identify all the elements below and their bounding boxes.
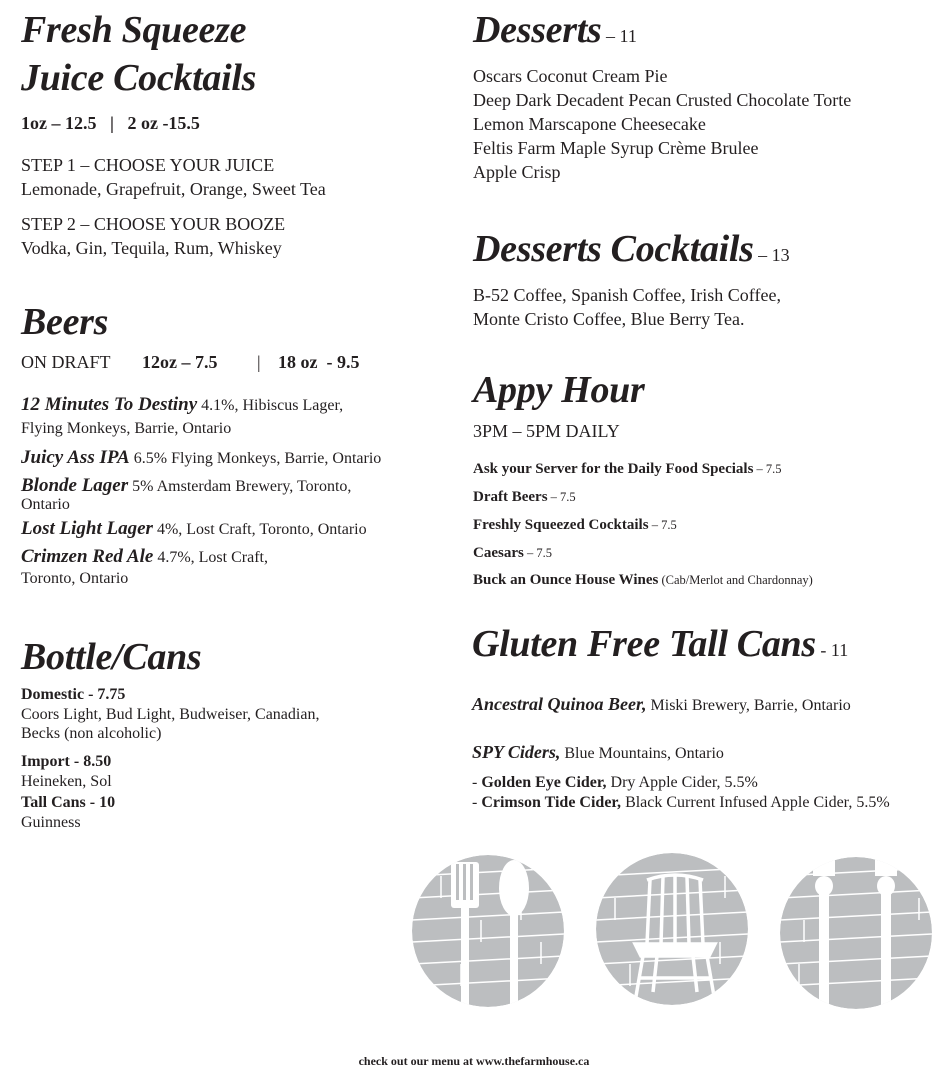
beer-desc: 4%, Lost Craft, Toronto, Ontario xyxy=(152,521,367,538)
juice-section xyxy=(21,6,256,102)
domestic-list-cont: Becks (non alcoholic) xyxy=(21,725,162,742)
bottles-title: Bottle/Cans xyxy=(21,636,202,678)
beer-name: Juicy Ass IPA xyxy=(21,447,130,468)
domestic-heading: Domestic - 7.75 xyxy=(21,686,126,703)
spy-ciders xyxy=(472,742,724,764)
beers-title: Beers xyxy=(21,301,109,343)
draft-price-18oz: 18 oz - 9.5 xyxy=(278,352,360,372)
appy-title: Appy Hour xyxy=(473,369,645,411)
dessert-item: Lemon Marscapone Cheesecake xyxy=(473,114,706,134)
dessert-item: Feltis Farm Maple Syrup Crème Brulee xyxy=(473,138,759,158)
quinoa-beer xyxy=(472,694,851,716)
appy-item-price: – 7.5 xyxy=(547,490,576,504)
import-heading: Import - 8.50 xyxy=(21,753,112,770)
cider-item xyxy=(472,793,890,813)
cider-prefix: - xyxy=(472,774,482,791)
beer-desc-cont: Ontario xyxy=(21,496,70,513)
dessert-cocktails-title: Desserts Cocktails xyxy=(473,228,754,270)
desserts-price: – 11 xyxy=(601,26,637,46)
dessert-item: Apple Crisp xyxy=(473,162,561,182)
spy-ciders-desc: Blue Mountains, Ontario xyxy=(560,745,724,762)
domestic-list: Coors Light, Bud Light, Budweiser, Canadian, xyxy=(21,706,320,723)
beer-name: Crimzen Red Ale xyxy=(21,546,154,567)
gluten-free-price: - 11 xyxy=(815,640,849,660)
beer-desc: 4.1%, Hibiscus Lager, xyxy=(197,397,344,414)
appy-item xyxy=(473,488,576,506)
appy-item-price: – 7.5 xyxy=(753,462,782,476)
beer-item xyxy=(21,546,268,568)
import-list: Heineken, Sol xyxy=(21,773,112,790)
draft-separator: | xyxy=(257,352,261,372)
appy-item-price: – 7.5 xyxy=(648,518,677,532)
appy-item-price: (Cab/Merlot and Chardonnay) xyxy=(658,573,813,587)
dessert-cocktails-price: – 13 xyxy=(753,245,790,265)
beer-item xyxy=(21,518,367,540)
appy-hours: 3PM – 5PM DAILY xyxy=(473,421,620,441)
appy-item-name: Draft Beers xyxy=(473,489,548,505)
beer-item xyxy=(21,447,381,469)
juice-title-line2: Juice Cocktails xyxy=(21,57,257,99)
juice-step2-heading: STEP 2 – CHOOSE YOUR BOOZE xyxy=(21,214,286,234)
chair-circle-graphic xyxy=(595,852,749,1006)
beer-name: Blonde Lager xyxy=(21,475,129,496)
juice-pricing: 1oz – 12.5 | 2 oz -15.5 xyxy=(21,113,200,133)
beer-name: 12 Minutes To Destiny xyxy=(21,394,198,415)
quinoa-beer-name: Ancestral Quinoa Beer, xyxy=(472,694,647,714)
footer-website: check out our menu at www.thefarmhouse.ca xyxy=(358,1054,590,1068)
beer-desc: 6.5% Flying Monkeys, Barrie, Ontario xyxy=(129,450,382,467)
desserts-heading xyxy=(473,6,637,60)
appy-item-name: Ask your Server for the Daily Food Specials xyxy=(473,461,754,477)
appy-item xyxy=(473,544,552,562)
appy-item xyxy=(473,516,677,534)
draft-label: ON DRAFT xyxy=(21,352,111,372)
juice-step2-options: Vodka, Gin, Tequila, Rum, Whiskey xyxy=(21,238,282,258)
beer-desc: 4.7%, Lost Craft, xyxy=(153,549,268,566)
cider-item xyxy=(472,773,758,793)
beer-name: Lost Light Lager xyxy=(21,518,153,539)
appy-item xyxy=(473,571,813,589)
appy-item-name: Buck an Ounce House Wines xyxy=(473,572,659,588)
cider-prefix: - xyxy=(472,794,482,811)
beer-item xyxy=(21,394,343,416)
beer-item xyxy=(21,475,351,497)
juice-step1-options: Lemonade, Grapefruit, Orange, Sweet Tea xyxy=(21,179,326,199)
gluten-free-heading xyxy=(472,620,848,674)
appy-item xyxy=(473,460,782,478)
draft-price-12oz: 12oz – 7.5 xyxy=(142,352,218,372)
gluten-free-title: Gluten Free Tall Cans xyxy=(472,623,816,665)
dessert-cocktails-list-cont: Monte Cristo Coffee, Blue Berry Tea. xyxy=(473,309,745,329)
appy-item-name: Caesars xyxy=(473,545,524,561)
juice-title-line1: Fresh Squeeze xyxy=(21,9,247,51)
table-legs-circle-graphic xyxy=(779,856,933,1010)
cider-desc: Dry Apple Cider, 5.5% xyxy=(606,774,758,791)
cider-name: Crimson Tide Cider, xyxy=(481,794,622,811)
dessert-cocktails-heading xyxy=(473,225,790,279)
tallcans-list: Guinness xyxy=(21,814,81,831)
quinoa-beer-desc: Miski Brewery, Barrie, Ontario xyxy=(646,697,851,714)
beer-desc-cont: Toronto, Ontario xyxy=(21,570,129,587)
cider-desc: Black Current Infused Apple Cider, 5.5% xyxy=(621,794,890,811)
cider-name: Golden Eye Cider, xyxy=(481,774,607,791)
tallcans-heading: Tall Cans - 10 xyxy=(21,794,116,811)
dessert-item: Oscars Coconut Cream Pie xyxy=(473,66,668,86)
appy-item-price: – 7.5 xyxy=(523,546,552,560)
juice-step1-heading: STEP 1 – CHOOSE YOUR JUICE xyxy=(21,155,275,175)
utensils-circle-graphic xyxy=(411,854,565,1008)
desserts-title: Desserts xyxy=(473,9,602,51)
beer-desc: 5% Amsterdam Brewery, Toronto, xyxy=(128,478,352,495)
spy-ciders-name: SPY Ciders, xyxy=(472,742,561,762)
dessert-cocktails-list: B-52 Coffee, Spanish Coffee, Irish Coffee, xyxy=(473,285,781,305)
beer-desc-cont: Flying Monkeys, Barrie, Ontario xyxy=(21,420,232,437)
appy-item-name: Freshly Squeezed Cocktails xyxy=(473,517,649,533)
circle-bg xyxy=(780,857,932,1009)
dessert-item: Deep Dark Decadent Pecan Crusted Chocolate Torte xyxy=(473,90,852,110)
